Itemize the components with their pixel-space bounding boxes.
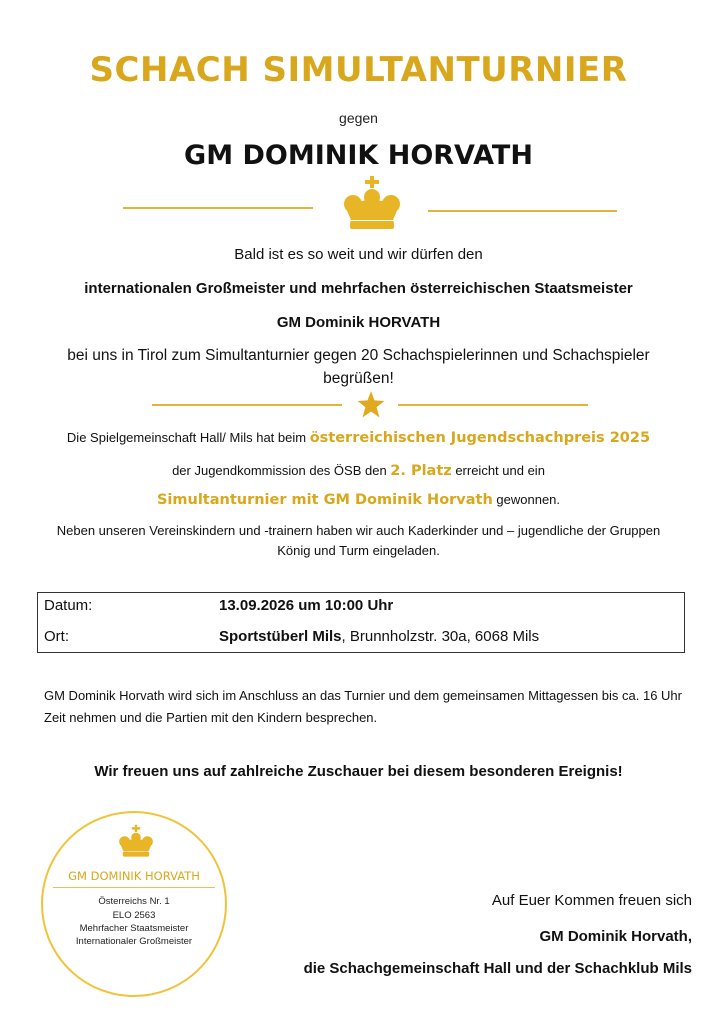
seal-line-3: Mehrfacher Staatsmeister: [79, 923, 189, 934]
event-info-table: [37, 592, 685, 653]
divider-line-right: [428, 210, 617, 212]
signature-line-3: die Schachgemeinschaft Hall und der Schachklub Mils: [303, 960, 692, 977]
poster-title: SCHACH SIMULTANTURNIER: [89, 50, 628, 90]
seal-divider: [53, 887, 215, 888]
award-line-1-text: Die Spielgemeinschaft Hall/ Mils hat beim: [66, 430, 310, 445]
award-line-2-suffix: erreicht und ein: [451, 463, 545, 478]
followup-paragraph: GM Dominik Horvath wird sich im Anschluss an das Turnier und dem gemeinsamen Mittagessen bis ca. 16 Uhr Zeit nehmen und die Partien mit den Kindern besprechen.: [44, 688, 682, 725]
place-value: [219, 628, 539, 645]
award-highlight-prize: österreichischen Jugendschachpreis 2025: [309, 430, 651, 446]
award-line-1: [0, 430, 717, 446]
award-line-3-suffix: gewonnen.: [492, 492, 561, 507]
divider-line-right-2: [398, 404, 588, 406]
intro-line-4: bei uns in Tirol zum Simultanturnier gegen 20 Schachspielerinnen und Schachspieler begrüßen!: [67, 347, 650, 387]
date-value: 13.09.2026 um 10:00 Uhr: [219, 597, 394, 614]
divider-line-left: [123, 207, 313, 209]
divider-line-left-2: [152, 404, 342, 406]
gm-seal: [41, 811, 227, 997]
place-name: Sportstüberl Mils: [219, 628, 342, 645]
closing-line: Wir freuen uns auf zahlreiche Zuschauer bei diesem besonderen Ereignis!: [94, 763, 623, 780]
seal-name: GM DOMINIK HORVATH: [68, 869, 200, 883]
crown-icon: [337, 174, 407, 232]
intro-line-1: Bald ist es so weit und wir dürfen den: [234, 246, 483, 263]
seal-line-4: Internationaler Großmeister: [75, 936, 193, 947]
seal-crown-icon: [115, 819, 157, 863]
award-line-2: [0, 463, 717, 479]
gm-name-heading: GM DOMINIK HORVATH: [184, 140, 533, 171]
place-label: Ort:: [44, 628, 69, 645]
award-line-4: Neben unseren Vereinskindern und -trainern haben wir auch Kaderkinder und – jugendliche der Gruppen König und Turm eingeladen.: [56, 523, 661, 558]
award-line-3: [0, 492, 717, 508]
signature-line-2: GM Dominik Horvath,: [539, 928, 692, 945]
seal-line-2: ELO 2563: [112, 910, 156, 921]
award-highlight-place: 2. Platz: [390, 463, 452, 479]
gegen-label: gegen: [339, 110, 378, 126]
intro-line-2: internationalen Großmeister und mehrfachen österreichischen Staatsmeister: [84, 280, 633, 297]
seal-line-1: Österreichs Nr. 1: [98, 896, 170, 907]
date-label: Datum:: [44, 597, 93, 614]
place-address: , Brunnholzstr. 30a, 6068 Mils: [341, 628, 540, 645]
award-line-2-text: der Jugendkommission des ÖSB den: [172, 463, 391, 478]
award-highlight-tournament: Simultanturnier mit GM Dominik Horvath: [156, 492, 493, 508]
intro-line-3: GM Dominik HORVATH: [276, 314, 441, 331]
signature-line-1: Auf Euer Kommen freuen sich: [491, 892, 692, 909]
star-icon: [357, 391, 385, 418]
